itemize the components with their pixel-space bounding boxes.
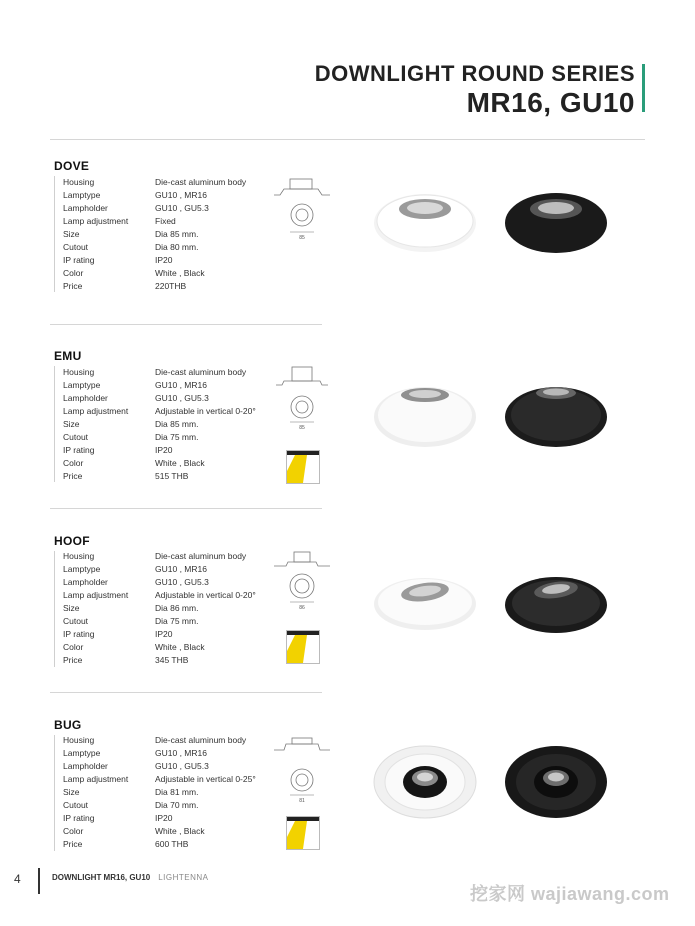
product-photo-black (503, 572, 609, 636)
spec-row (63, 470, 188, 483)
spec-row (63, 379, 207, 392)
spec-row (63, 405, 256, 418)
spec-value: White , Black (155, 458, 205, 468)
product-dove (0, 159, 695, 329)
footer-title (52, 873, 209, 882)
spec-label: Size (63, 787, 80, 797)
spec-row (63, 444, 173, 457)
spec-row (63, 457, 205, 470)
spec-row (63, 431, 198, 444)
spec-label: Lamptype (63, 748, 101, 758)
product-name: BUG (54, 718, 82, 732)
spec-row (63, 189, 207, 202)
spec-label: Lampholder (63, 577, 108, 587)
product-emu (0, 349, 695, 519)
spec-row (63, 615, 198, 628)
footer-divider (38, 868, 40, 894)
spec-label: IP rating (63, 813, 95, 823)
spec-row (63, 215, 176, 228)
spec-row (63, 812, 173, 825)
spec-value: GU10 , MR16 (155, 564, 207, 574)
spec-value: Die-cast aluminum body (155, 367, 247, 377)
spec-value: Dia 80 mm. (155, 242, 199, 252)
spec-value: Dia 70 mm. (155, 800, 199, 810)
dimension-label: 85 (299, 425, 305, 431)
footer-series: DOWNLIGHT MR16, GU10 (52, 873, 151, 882)
watermark: 挖家网 wajiawang.com (470, 884, 670, 904)
header-divider (50, 139, 645, 140)
spec-label: IP rating (63, 255, 95, 265)
product-photo-white (372, 744, 478, 820)
product-hoof (0, 534, 695, 704)
accent-bar (642, 64, 645, 112)
spec-value: GU10 , GU5.3 (155, 203, 209, 213)
spec-row (63, 602, 198, 615)
spec-value: Fixed (155, 216, 176, 226)
spec-row (63, 366, 246, 379)
spec-label: Price (63, 839, 83, 849)
spec-value: Adjustable in vertical 0-20° (155, 590, 256, 600)
product-photo-white (372, 379, 478, 449)
spec-value: Adjustable in vertical 0-20° (155, 406, 256, 416)
spec-label: Lamp adjustment (63, 774, 129, 784)
spec-row (63, 576, 209, 589)
spec-value: 345 THB (155, 655, 189, 665)
spec-label: Price (63, 281, 83, 291)
spec-label: Size (63, 603, 80, 613)
spec-label: Lamp adjustment (63, 216, 129, 226)
spec-value: Adjustable in vertical 0-25° (155, 774, 256, 784)
product-name: HOOF (54, 534, 90, 548)
spec-label: Price (63, 655, 83, 665)
product-photo-black (503, 744, 609, 820)
spec-row (63, 628, 173, 641)
product-photo-black (503, 185, 609, 255)
dimension-label: 86 (299, 605, 305, 611)
spec-label: Housing (63, 177, 95, 187)
spec-label: Lamptype (63, 380, 101, 390)
page-title-line1: DOWNLIGHT ROUND SERIES (314, 61, 635, 86)
spec-row (63, 392, 209, 405)
beam-angle-icon (286, 816, 320, 850)
spec-label: Size (63, 419, 80, 429)
spec-row (63, 734, 246, 747)
section-divider (50, 324, 322, 325)
spec-value: White , Black (155, 642, 205, 652)
spec-label: Color (63, 458, 84, 468)
spec-row (63, 202, 209, 215)
spec-row (63, 786, 198, 799)
section-divider (50, 508, 322, 509)
spec-row (63, 799, 198, 812)
product-photo-black (503, 379, 609, 449)
spec-value: Dia 85 mm. (155, 419, 199, 429)
page-number: 4 (14, 872, 21, 886)
spec-value: Die-cast aluminum body (155, 735, 247, 745)
spec-row (63, 747, 207, 760)
spec-label: Housing (63, 367, 95, 377)
spec-value: Dia 85 mm. (155, 229, 199, 239)
page-header (315, 60, 635, 118)
spec-value: IP20 (155, 813, 173, 823)
beam-angle-icon (286, 630, 320, 664)
spec-value: Dia 75 mm. (155, 432, 199, 442)
spec-label: Lamp adjustment (63, 406, 129, 416)
spec-divider (54, 551, 55, 667)
spec-row (63, 280, 186, 293)
spec-row (63, 773, 256, 786)
spec-label: Lampholder (63, 393, 108, 403)
spec-divider (54, 735, 55, 851)
spec-row (63, 254, 173, 267)
dimension-label: 81 (299, 798, 305, 804)
spec-label: Cutout (63, 800, 89, 810)
spec-label: Cutout (63, 616, 89, 626)
spec-value: IP20 (155, 629, 173, 639)
spec-label: Lamp adjustment (63, 590, 129, 600)
spec-label: Lampholder (63, 203, 108, 213)
spec-value: IP20 (155, 445, 173, 455)
product-photo-white (372, 187, 478, 253)
product-photo-white (372, 574, 478, 634)
spec-row (63, 825, 205, 838)
spec-row (63, 176, 246, 189)
spec-value: 220THB (155, 281, 187, 291)
spec-label: Housing (63, 735, 95, 745)
product-name: DOVE (54, 159, 90, 173)
spec-value: Dia 75 mm. (155, 616, 199, 626)
spec-label: IP rating (63, 629, 95, 639)
spec-row (63, 241, 198, 254)
spec-label: Lampholder (63, 761, 108, 771)
spec-label: Color (63, 642, 84, 652)
spec-row (63, 563, 207, 576)
spec-label: Color (63, 268, 84, 278)
section-divider (50, 692, 322, 693)
spec-value: GU10 , MR16 (155, 748, 207, 758)
spec-label: Price (63, 471, 83, 481)
spec-row (63, 228, 198, 241)
spec-label: Cutout (63, 432, 89, 442)
spec-row (63, 760, 209, 773)
spec-row (63, 654, 188, 667)
spec-value: Dia 86 mm. (155, 603, 199, 613)
spec-value: GU10 , MR16 (155, 380, 207, 390)
spec-row (63, 589, 256, 602)
spec-value: Die-cast aluminum body (155, 551, 247, 561)
product-name: EMU (54, 349, 82, 363)
spec-value: GU10 , GU5.3 (155, 761, 209, 771)
dimension-label: 85 (299, 235, 305, 241)
spec-label: Color (63, 826, 84, 836)
spec-label: Size (63, 229, 80, 239)
spec-label: Lamptype (63, 190, 101, 200)
spec-row (63, 838, 188, 851)
spec-row (63, 641, 205, 654)
spec-value: GU10 , GU5.3 (155, 393, 209, 403)
page-title-line2: MR16, GU10 (466, 87, 635, 118)
spec-label: IP rating (63, 445, 95, 455)
spec-row (63, 418, 198, 431)
spec-row (63, 267, 205, 280)
spec-value: GU10 , GU5.3 (155, 577, 209, 587)
footer-brand: LIGHTENNA (158, 873, 209, 882)
spec-value: 515 THB (155, 471, 189, 481)
spec-value: Dia 81 mm. (155, 787, 199, 797)
spec-label: Cutout (63, 242, 89, 252)
spec-value: GU10 , MR16 (155, 190, 207, 200)
spec-value: White , Black (155, 268, 205, 278)
spec-value: White , Black (155, 826, 205, 836)
product-bug (0, 718, 695, 888)
spec-divider (54, 176, 55, 292)
spec-label: Lamptype (63, 564, 101, 574)
spec-divider (54, 366, 55, 482)
spec-value: IP20 (155, 255, 173, 265)
spec-row (63, 550, 246, 563)
dimension-diagram (272, 159, 332, 289)
spec-value: 600 THB (155, 839, 189, 849)
spec-label: Housing (63, 551, 95, 561)
spec-value: Die-cast aluminum body (155, 177, 247, 187)
beam-angle-icon (286, 450, 320, 484)
